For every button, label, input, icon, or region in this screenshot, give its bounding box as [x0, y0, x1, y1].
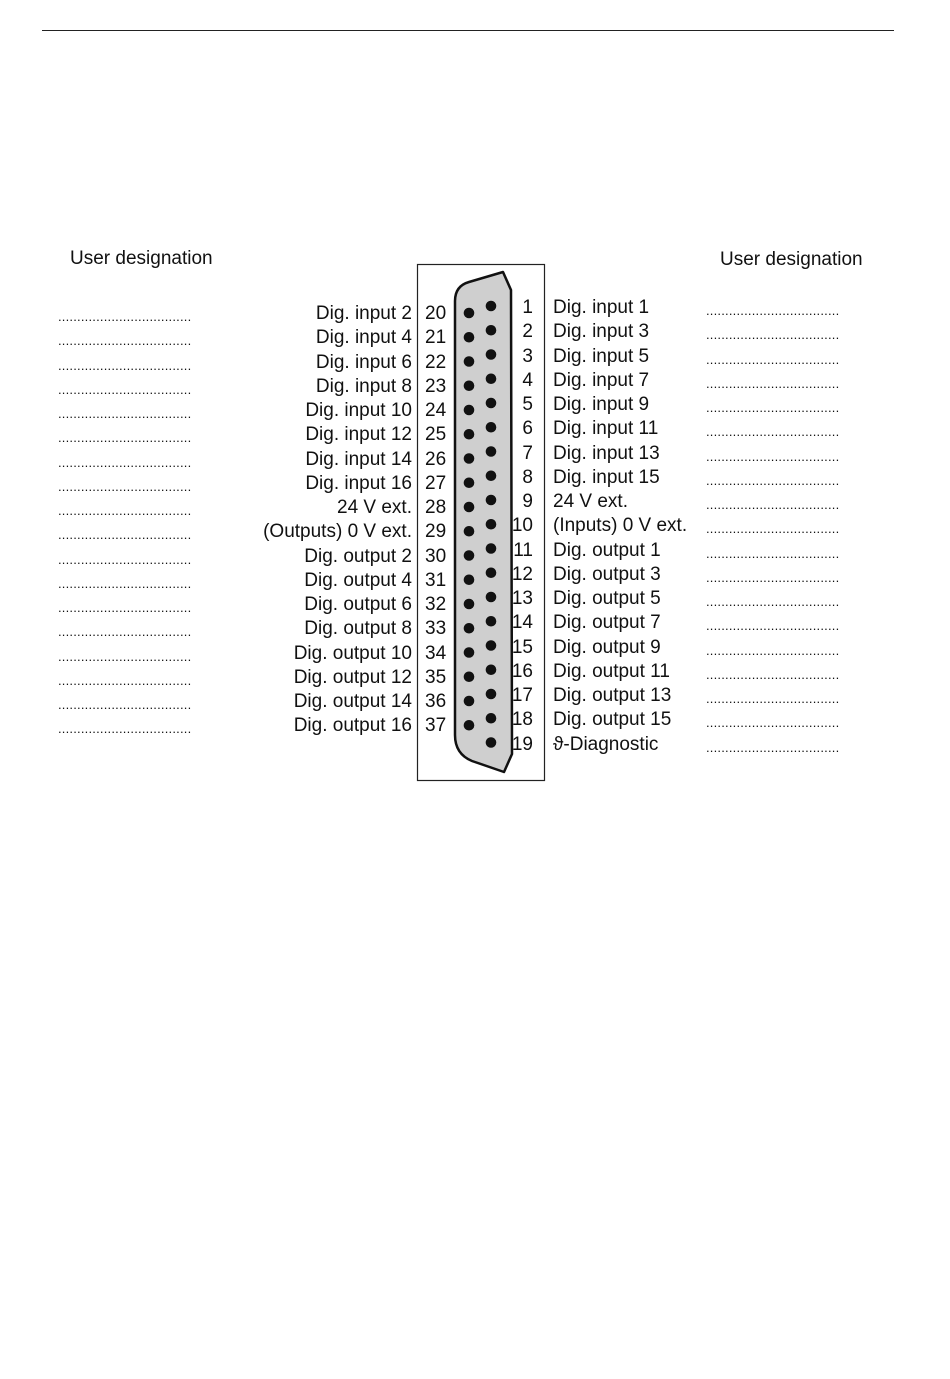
- user-designation-line-1: ...................................: [706, 304, 840, 318]
- pin-24-contact: [464, 405, 475, 416]
- user-designation-line-21: ...................................: [58, 334, 192, 349]
- pin-number-35: 35: [425, 666, 447, 688]
- pin-27-contact: [464, 477, 475, 488]
- pin-number-5: 5: [522, 394, 533, 415]
- pin-35-contact: [464, 671, 475, 682]
- user-designation-line-2: ...................................: [706, 328, 840, 343]
- pin-label-4: Dig. input 7: [553, 369, 650, 391]
- user-designation-line-26: ...................................: [58, 455, 192, 470]
- pin-4-contact: [486, 373, 497, 384]
- user-designation-line-33: ...................................: [58, 625, 192, 640]
- pin-number-6: 6: [522, 418, 533, 440]
- pin-14-contact: [486, 616, 497, 627]
- user-designation-line-12: ...................................: [706, 570, 840, 585]
- pin-number-16: 16: [511, 660, 533, 682]
- pin-number-2: 2: [522, 321, 533, 343]
- pin-21-contact: [464, 332, 475, 343]
- pin-label-19: ϑ-Diagnostic: [553, 733, 659, 755]
- user-designation-line-28: ...................................: [58, 504, 192, 518]
- pin-number-12: 12: [511, 563, 533, 585]
- pin-number-4: 4: [522, 369, 533, 391]
- user-designation-line-29: ...................................: [58, 528, 192, 543]
- pin-number-7: 7: [522, 442, 533, 464]
- pin-number-36: 36: [425, 691, 447, 712]
- user-designation-line-22: ...................................: [58, 358, 192, 373]
- pin-13-contact: [486, 592, 497, 603]
- user-designation-line-25: ...................................: [58, 431, 192, 446]
- pin-number-32: 32: [425, 594, 447, 615]
- pin-label-22: Dig. input 6: [315, 351, 412, 373]
- pin-32-contact: [464, 599, 475, 610]
- pin-12-contact: [486, 567, 497, 578]
- pin-number-31: 31: [425, 569, 447, 591]
- pin-label-13: Dig. output 5: [553, 588, 661, 609]
- user-designation-line-36: ...................................: [58, 698, 192, 712]
- user-designation-line-23: ...................................: [58, 382, 192, 397]
- pin-number-23: 23: [425, 375, 447, 397]
- user-designation-line-34: ...................................: [58, 649, 192, 664]
- user-designation-line-7: ...................................: [706, 449, 840, 464]
- pin-label-37: Dig. output 16: [293, 715, 412, 737]
- user-designation-line-8: ...................................: [706, 473, 840, 488]
- user-designation-line-6: ...................................: [706, 425, 840, 440]
- pin-36-contact: [464, 696, 475, 707]
- user-designation-line-11: ...................................: [706, 546, 840, 561]
- pin-20-contact: [464, 308, 475, 319]
- pin-2-contact: [486, 325, 497, 336]
- pin-label-3: Dig. input 5: [553, 345, 650, 367]
- pin-label-23: Dig. input 8: [315, 375, 412, 397]
- pin-label-15: Dig. output 9: [553, 636, 661, 658]
- pin-6-contact: [486, 422, 497, 433]
- pin-37-contact: [464, 720, 475, 731]
- pin-number-17: 17: [511, 685, 533, 706]
- pin-number-37: 37: [425, 715, 447, 737]
- pin-15-contact: [486, 640, 497, 651]
- pin-number-21: 21: [425, 327, 447, 349]
- pin-label-36: Dig. output 14: [293, 691, 412, 712]
- user-designation-line-9: ...................................: [706, 498, 840, 512]
- pin-label-35: Dig. output 12: [293, 666, 412, 688]
- user-designation-line-3: ...................................: [706, 352, 840, 367]
- pin-label-32: Dig. output 6: [304, 594, 412, 615]
- right-user-designation-header: User designation: [720, 249, 863, 270]
- pin-29-contact: [464, 526, 475, 537]
- pin-number-11: 11: [513, 539, 533, 561]
- pin-label-1: Dig. input 1: [553, 297, 650, 318]
- pin-number-19: 19: [511, 733, 533, 755]
- pin-number-27: 27: [425, 472, 447, 494]
- pin-label-24: Dig. input 10: [305, 400, 412, 421]
- pin-8-contact: [486, 470, 497, 481]
- pin-23-contact: [464, 380, 475, 391]
- pin-label-33: Dig. output 8: [304, 618, 412, 640]
- pin-number-15: 15: [511, 636, 533, 658]
- pin-number-10: 10: [511, 515, 533, 537]
- pin-label-7: Dig. input 13: [553, 442, 660, 464]
- pin-label-10: (Inputs) 0 V ext.: [553, 515, 688, 537]
- user-designation-line-20: ...................................: [58, 310, 192, 324]
- pin-label-30: Dig. output 2: [304, 545, 412, 567]
- pin-17-contact: [486, 689, 497, 700]
- pin-31-contact: [464, 574, 475, 585]
- pin-number-28: 28: [425, 497, 447, 518]
- user-designation-line-17: ...................................: [706, 692, 840, 706]
- pin-number-3: 3: [522, 345, 533, 367]
- pin-25-contact: [464, 429, 475, 440]
- pin-7-contact: [486, 446, 497, 457]
- pin-18-contact: [486, 713, 497, 724]
- pin-label-5: Dig. input 9: [553, 394, 650, 415]
- pin-label-8: Dig. input 15: [553, 466, 660, 488]
- pin-number-13: 13: [511, 588, 533, 609]
- pin-label-12: Dig. output 3: [553, 563, 661, 585]
- pin-label-17: Dig. output 13: [553, 685, 672, 706]
- pin-19-contact: [486, 737, 497, 748]
- pin-label-20: Dig. input 2: [315, 303, 412, 324]
- user-designation-line-37: ...................................: [58, 722, 192, 737]
- pin-number-29: 29: [425, 521, 447, 543]
- user-designation-line-4: ...................................: [706, 376, 840, 391]
- pin-label-31: Dig. output 4: [304, 569, 412, 591]
- user-designation-line-16: ...................................: [706, 667, 840, 682]
- user-designation-line-27: ...................................: [58, 479, 192, 494]
- pin-number-26: 26: [425, 448, 447, 470]
- pin-26-contact: [464, 453, 475, 464]
- pin-label-16: Dig. output 11: [553, 660, 670, 682]
- pin-number-33: 33: [425, 618, 447, 640]
- pin-label-25: Dig. input 12: [305, 424, 412, 446]
- pin-30-contact: [464, 550, 475, 561]
- pin-number-34: 34: [425, 642, 447, 664]
- user-designation-line-15: ...................................: [706, 643, 840, 658]
- pin-number-18: 18: [511, 709, 533, 731]
- pin-16-contact: [486, 664, 497, 675]
- pin-number-20: 20: [425, 303, 447, 324]
- pin-22-contact: [464, 356, 475, 367]
- pin-33-contact: [464, 623, 475, 634]
- pin-label-9: 24 V ext.: [553, 491, 628, 512]
- user-designation-line-24: ...................................: [58, 407, 192, 421]
- pin-number-14: 14: [511, 612, 533, 634]
- pin-11-contact: [486, 543, 497, 554]
- pin-9-contact: [486, 495, 497, 506]
- pin-label-21: Dig. input 4: [315, 327, 412, 349]
- user-designation-line-32: ...................................: [58, 601, 192, 615]
- pin-label-11: Dig. output 1: [553, 539, 661, 561]
- pin-label-6: Dig. input 11: [553, 418, 659, 440]
- pin-number-9: 9: [522, 491, 533, 512]
- pin-3-contact: [486, 349, 497, 360]
- user-designation-line-35: ...................................: [58, 673, 192, 688]
- pin-5-contact: [486, 398, 497, 409]
- pin-label-14: Dig. output 7: [553, 612, 661, 634]
- pin-label-27: Dig. input 16: [305, 472, 412, 494]
- pin-label-18: Dig. output 15: [553, 709, 672, 731]
- pin-number-8: 8: [522, 466, 533, 488]
- user-designation-line-13: ...................................: [706, 595, 840, 609]
- pin-number-22: 22: [425, 351, 447, 373]
- user-designation-line-14: ...................................: [706, 619, 840, 634]
- user-designation-line-19: ...................................: [706, 740, 840, 755]
- pin-label-26: Dig. input 14: [305, 448, 412, 470]
- pin-1-contact: [486, 301, 497, 312]
- pin-label-28: 24 V ext.: [337, 497, 412, 518]
- pin-number-25: 25: [425, 424, 447, 446]
- user-designation-line-18: ...................................: [706, 716, 840, 731]
- pin-number-24: 24: [425, 400, 447, 421]
- user-designation-line-10: ...................................: [706, 522, 840, 537]
- pin-34-contact: [464, 647, 475, 658]
- pin-10-contact: [486, 519, 497, 530]
- pin-label-29: (Outputs) 0 V ext.: [263, 521, 412, 543]
- pin-number-30: 30: [425, 545, 447, 567]
- user-designation-line-5: ...................................: [706, 401, 840, 415]
- user-designation-line-30: ...................................: [58, 552, 192, 567]
- left-user-designation-header: User designation: [70, 248, 213, 269]
- pin-label-2: Dig. input 3: [553, 321, 650, 343]
- pin-number-1: 1: [522, 297, 533, 318]
- pin-label-34: Dig. output 10: [293, 642, 412, 664]
- pin-28-contact: [464, 502, 475, 513]
- user-designation-line-31: ...................................: [58, 576, 192, 591]
